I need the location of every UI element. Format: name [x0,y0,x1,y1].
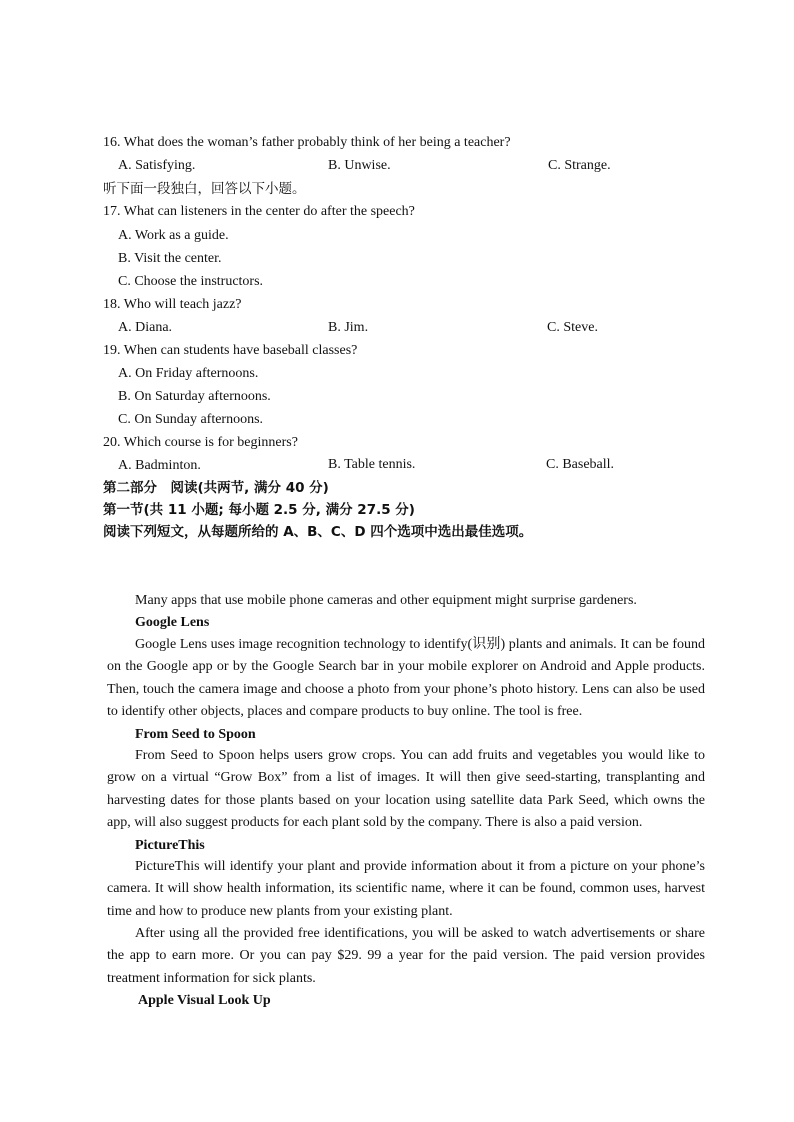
question-18-option-a: A. Diana. [118,320,173,335]
question-16-stem: 16. What does the woman’s father probably think of her being a teacher? [103,135,511,150]
question-16-option-a: A. Satisfying. [118,158,196,173]
question-16-option-c: C. Strange. [548,158,611,173]
question-18-option-c: C. Steve. [547,320,598,335]
question-20-option-a: A. Badminton. [118,458,201,473]
question-20-option-c: C. Baseball. [546,457,615,472]
section2-part1: 第一节(共 11 小题; 每小题 2.5 分, 满分 27.5 分) [103,502,415,518]
section-heading-seed-to-spoon: From Seed to Spoon [135,727,256,742]
paragraph-seed-to-spoon: From Seed to Spoon helps users grow crops. You can add fruits and vegetables you would like to grow on a virtual “Grow Box” from a list of images. It will then give seed-starting, transplanting and harvesting dates for those plants based on your location using satellite data Park Seed, which owns the app, will also suggest products for each plant sold by the company. There is also a paid version. [107,748,705,831]
question-20-stem: 20. Which course is for beginners? [103,435,298,450]
question-19-option-c: C. On Sunday afternoons. [118,412,264,427]
section-heading-google-lens: Google Lens [135,615,210,630]
question-20-option-b: B. Table tennis. [328,457,416,472]
question-17-option-c: C. Choose the instructors. [118,274,264,289]
section-heading-apple-visual-look-up: Apple Visual Look Up [138,993,271,1008]
question-17-option-b: B. Visit the center. [118,251,222,266]
question-17-stem: 17. What can listeners in the center do after the speech? [103,204,415,219]
paragraph-picturethis-1: PictureThis will identify your plant and provide information about it from a picture on your phone’s camera. It will show health information, its scientific name, where it can be found, common uses, harvest time and how to produce new plants from your existing plant. [107,859,705,919]
monologue-instruction: 听下面一段独白，回答以下小题。 [103,181,306,197]
passage-intro: Many apps that use mobile phone cameras and other equipment might surprise gardeners. [135,593,637,608]
question-18-option-b: B. Jim. [328,320,369,335]
question-19-stem: 19. When can students have baseball classes? [103,343,358,358]
paragraph-google-lens: Google Lens uses image recognition technology to identify(识别) plants and animals. It can be found on the Google app or by the Google Search bar in your mobile explorer on Android and Apple products. Then, touch the camera image and choose a photo from your phone’s photo history. Lens can also be used to identify other objects, places and compare products to buy online. The tool is free. [107,637,705,720]
question-18-stem: 18. Who will teach jazz? [103,297,242,312]
section-heading-picturethis: PictureThis [135,838,205,853]
question-19-option-b: B. On Saturday afternoons. [118,389,271,404]
question-19-option-a: A. On Friday afternoons. [118,366,259,381]
section2-instruction: 阅读下列短文，从每题所给的 A、B、C、D 四个选项中选出最佳选项。 [103,524,533,540]
question-16-option-b: B. Unwise. [328,158,391,173]
paragraph-picturethis-2: After using all the provided free identifications, you will be asked to watch advertisements or share the app to earn more. Or you can pay $29. 99 a year for the paid version. The paid version provides treatment information for sick plants. [107,926,705,986]
section2-title: 第二部分 阅读(共两节, 满分 40 分) [103,480,329,496]
question-17-option-a: A. Work as a guide. [118,228,229,243]
